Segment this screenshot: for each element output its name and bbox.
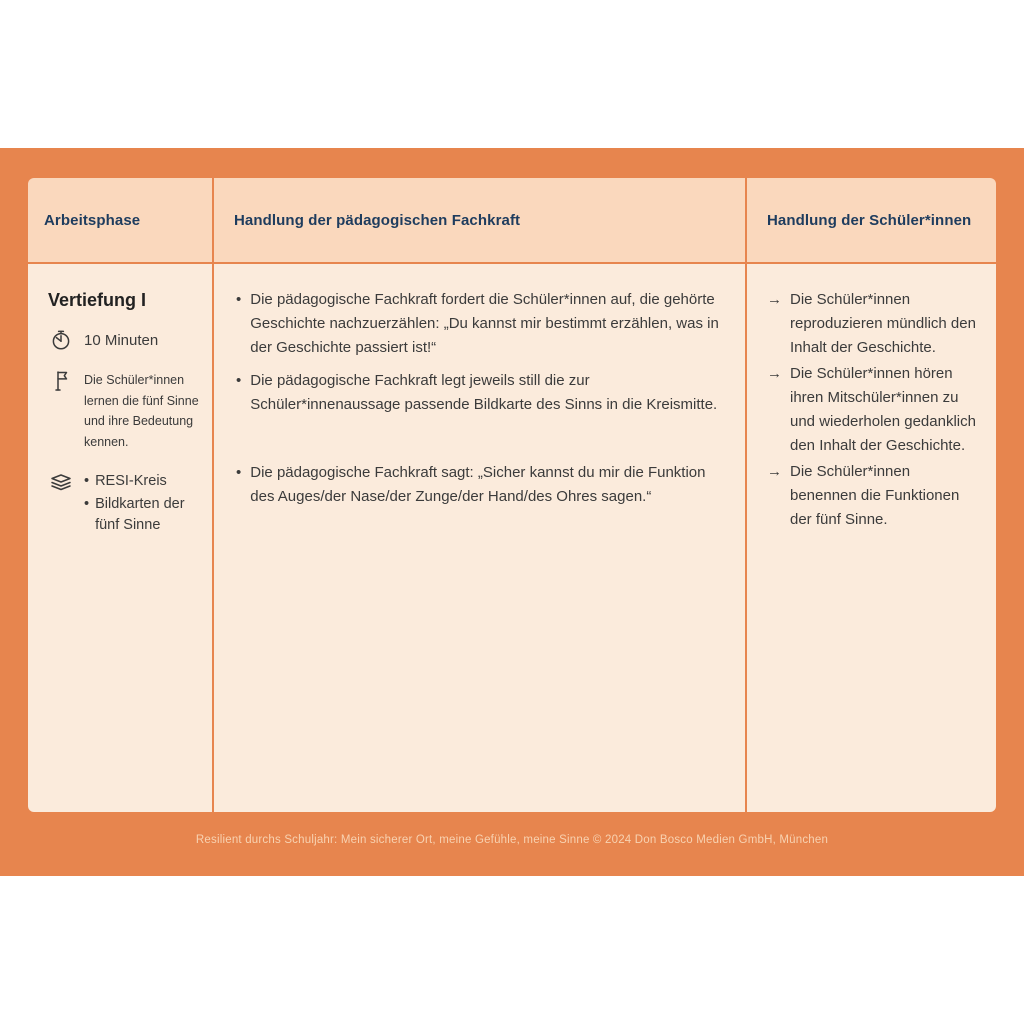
arrow-marker: → xyxy=(767,291,782,308)
arrow-marker: → xyxy=(767,365,782,382)
fachkraft-action-item xyxy=(236,369,719,417)
schueler-action-text: Die Schüler*innen benennen die Funktionen der fünf Sinne. xyxy=(790,463,960,528)
bullet-marker: • xyxy=(84,495,90,512)
worksheet-card xyxy=(0,148,1024,876)
column-header-arbeitsphase: Arbeitsphase xyxy=(28,178,212,262)
copyright-footer: Resilient durchs Schuljahr: Mein sicherer Ort, meine Gefühle, meine Sinne © 2024 Don Bosco Medien GmbH, München xyxy=(195,834,829,846)
material-item xyxy=(84,494,200,536)
fachkraft-action-item xyxy=(236,288,719,360)
fachkraft-actions-list xyxy=(236,288,719,509)
flag-icon xyxy=(48,369,74,393)
materials-list xyxy=(84,471,200,538)
fachkraft-action-text: Die pädagogische Fachkraft fordert die Schüler*innen auf, die gehörte Geschichte nachzuerzählen: „Du kannst mir bestimmt erzählen, was in der Geschichte passiert ist!“ xyxy=(250,291,719,356)
bullet-marker: • xyxy=(84,472,90,489)
fachkraft-actions-cell xyxy=(214,264,745,812)
arrow-marker: → xyxy=(767,463,782,480)
phase-title: Vertiefung I xyxy=(48,290,147,310)
column-header-fachkraft: Handlung der pädagogischen Fachkraft xyxy=(214,178,745,262)
bullet-marker: • xyxy=(236,372,242,389)
material-item xyxy=(84,471,200,492)
fachkraft-action-text: Die pädagogische Fachkraft sagt: „Sicher kannst du mir die Funktion des Auges/der Nase/der Zunge/der Hand/des Ohres sagen.“ xyxy=(250,464,706,505)
column-header-schueler: Handlung der Schüler*innen xyxy=(747,178,996,262)
bullet-marker: • xyxy=(236,464,242,481)
lesson-plan-table xyxy=(28,178,996,812)
materials-row xyxy=(48,471,200,538)
schueler-actions-cell xyxy=(747,264,996,812)
schueler-actions-list xyxy=(767,288,978,532)
arbeitsphase-cell xyxy=(28,264,212,812)
material-item-text: RESI-Kreis xyxy=(95,472,167,489)
bullet-marker: • xyxy=(236,291,242,308)
materials-stack-icon xyxy=(48,471,74,493)
schueler-action-item xyxy=(767,460,978,532)
duration-label: 10 Minuten xyxy=(84,331,159,349)
schueler-action-item xyxy=(767,288,978,360)
schueler-action-item xyxy=(767,362,978,458)
duration-row xyxy=(48,329,200,351)
clock-icon xyxy=(48,329,74,351)
fachkraft-action-text: Die pädagogische Fachkraft legt jeweils still die zur Schüler*innenaussage passende Bildkarte des Sinns in die Kreismitte. xyxy=(250,372,718,413)
schueler-action-text: Die Schüler*innen hören ihren Mitschüler*innen zu und wiederholen gedanklich den Inhalt der Geschichte. xyxy=(790,365,976,454)
fachkraft-action-item xyxy=(236,461,719,509)
goal-row xyxy=(48,369,200,453)
goal-text: Die Schüler*innen lernen die fünf Sinne und ihre Bedeutung kennen. xyxy=(84,373,199,449)
schueler-action-text: Die Schüler*innen reproduzieren mündlich den Inhalt der Geschichte. xyxy=(790,291,976,356)
material-item-text: Bildkarten der fünf Sinne xyxy=(95,495,185,533)
